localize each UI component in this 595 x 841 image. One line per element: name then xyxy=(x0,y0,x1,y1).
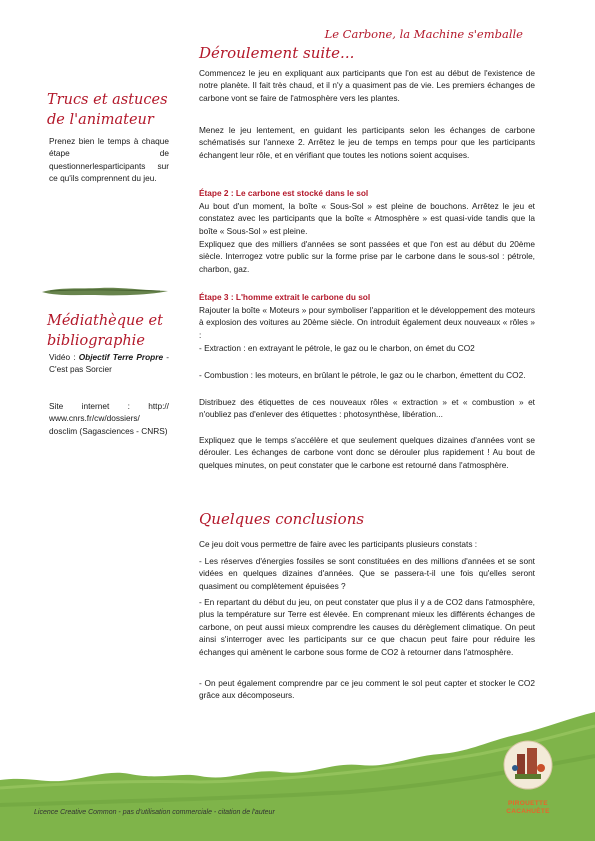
trucs-title xyxy=(47,90,168,130)
video-reference xyxy=(49,351,169,376)
intro-paragraph-2: Menez le jeu lentement, en guidant les participants selon les échanges de carbone schématisés sur l'annexe 2. Arrêtez le jeu de temps en temps pour que les participants échangent leur rôle, et en vérifiant que toutes les notions soient acquises. xyxy=(199,125,535,160)
conclusion-co2: - En repartant du début du jeu, on peut constater que plus il y a de CO2 dans l'atmosphère, plus la température sur Terre est élevée. En comprenant mieux les différents échanges de carbone, on peut aussi mieux comprendre les causes du dérèglement climatique. On peut ainsi s'interroger avec les participants sur ce que chacun peut faire pour réduire les échanges qui amènent le carbone sous forme de CO2 à retourner dans l'atmosphère. xyxy=(199,597,535,657)
media-title xyxy=(47,311,163,351)
conclusions-title: Quelques conclusions xyxy=(199,510,365,528)
video-title: Objectif Terre Propre xyxy=(78,352,164,362)
trucs-title-line1: Trucs et astuces xyxy=(47,92,168,108)
conclusion-soil: - On peut également comprendre par ce jeu comment le sol peut capter et stocker le CO2 grâce aux décomposeurs. xyxy=(199,678,535,701)
header-title: Le Carbone, la Machine s'emballe xyxy=(324,27,523,41)
step3-list-combustion: - Combustion : les moteurs, en brûlant le pétrole, le gaz ou le charbon, émettent du CO2. xyxy=(199,370,526,380)
media-title-line2: bibliographie xyxy=(47,333,145,349)
step3-list-extraction: - Extraction : en extrayant le pétrole, le gaz ou le charbon, on émet du CO2 xyxy=(199,343,475,353)
video-source: - C'est pas Sorcier xyxy=(49,352,169,375)
media-title-line1: Médiathèque et xyxy=(47,313,163,329)
site-reference: Site internet : http:// www.cnrs.fr/cw/dossiers/ dosclim (Sagasciences - CNRS) xyxy=(49,401,169,436)
video-label: Vidéo : xyxy=(49,352,76,362)
logo-line1: PIROUETTE xyxy=(508,800,548,807)
step2-paragraph-1: Au bout d'un moment, la boîte « Sous-Sol » est pleine de bouchons. Arrêtez le jeu et constatez avec les participants que la boîte « Atmosphère » est quasi-vide tandis que la boîte « Sous-Sol » est pleine. xyxy=(199,201,535,236)
license-text: Licence Creative Common - pas d'utilisation commerciale - citation de l'auteur xyxy=(34,809,275,816)
conclusion-fossil: - Les réserves d'énergies fossiles se sont constituées en des millions d'années et se sont vidées en quelques dizaines d'années. Que se passera-t-il une fois qu'elles seront quasiment ou complètement épuisées ? xyxy=(199,556,535,591)
step3-paragraph-2: Distribuez des étiquettes de ces nouveaux rôles « extraction » et « combustion » et n'oubliez pas d'enlever des étiquettes : photosynthèse, libération... xyxy=(199,397,535,420)
pirouette-cacahuete-logo xyxy=(503,738,553,804)
brush-divider xyxy=(40,283,170,299)
deroulement-title: Déroulement suite... xyxy=(199,44,355,62)
step2-paragraph-2: Expliquez que des milliers d'années se sont passées et que l'on est au début du 20ème siècle. Interrogez votre public sur la forme prise par le carbone dans le sous-sol : pétrole, charbon, gaz. xyxy=(199,239,535,274)
logo-caption xyxy=(497,800,559,816)
intro-paragraph-1: Commencez le jeu en expliquant aux participants que l'on est au début de l'existence de notre planète. Il fait très chaud, et il n'y a quasiment pas de vie. Les premiers échanges de carbone vont se faire de l'atmosphère vers les plantes. xyxy=(199,68,535,103)
step2-title: Étape 2 : Le carbone est stocké dans le sol xyxy=(199,188,369,198)
trucs-text: Prenez bien le temps à chaque étape de questionnerlesparticipants sur ce qu'ils comprennent du jeu. xyxy=(49,136,169,184)
step3-paragraph-1: Rajouter la boîte « Moteurs » pour symboliser l'apparition et le développement des moteurs à explosion des voitures au 20ème siècle. On introduit également deux nouveaux « rôles » : xyxy=(199,305,535,340)
conclusions-intro: Ce jeu doit vous permettre de faire avec les participants plusieurs constats : xyxy=(199,539,478,549)
trucs-title-line2: de l'animateur xyxy=(47,112,154,128)
step3-paragraph-3: Expliquez que le temps s'accélère et que seulement quelques dizaines d'années vont se dérouler. Les échanges de carbone vont donc se dérouler plus rapidement ! Au bout de quelques minutes, on peut constater que le carbone est retourné dans l'atmosphère. xyxy=(199,435,535,470)
step3-title: Étape 3 : L'homme extrait le carbone du sol xyxy=(199,292,371,302)
logo-line2: CACAHUÈTE xyxy=(506,808,550,815)
